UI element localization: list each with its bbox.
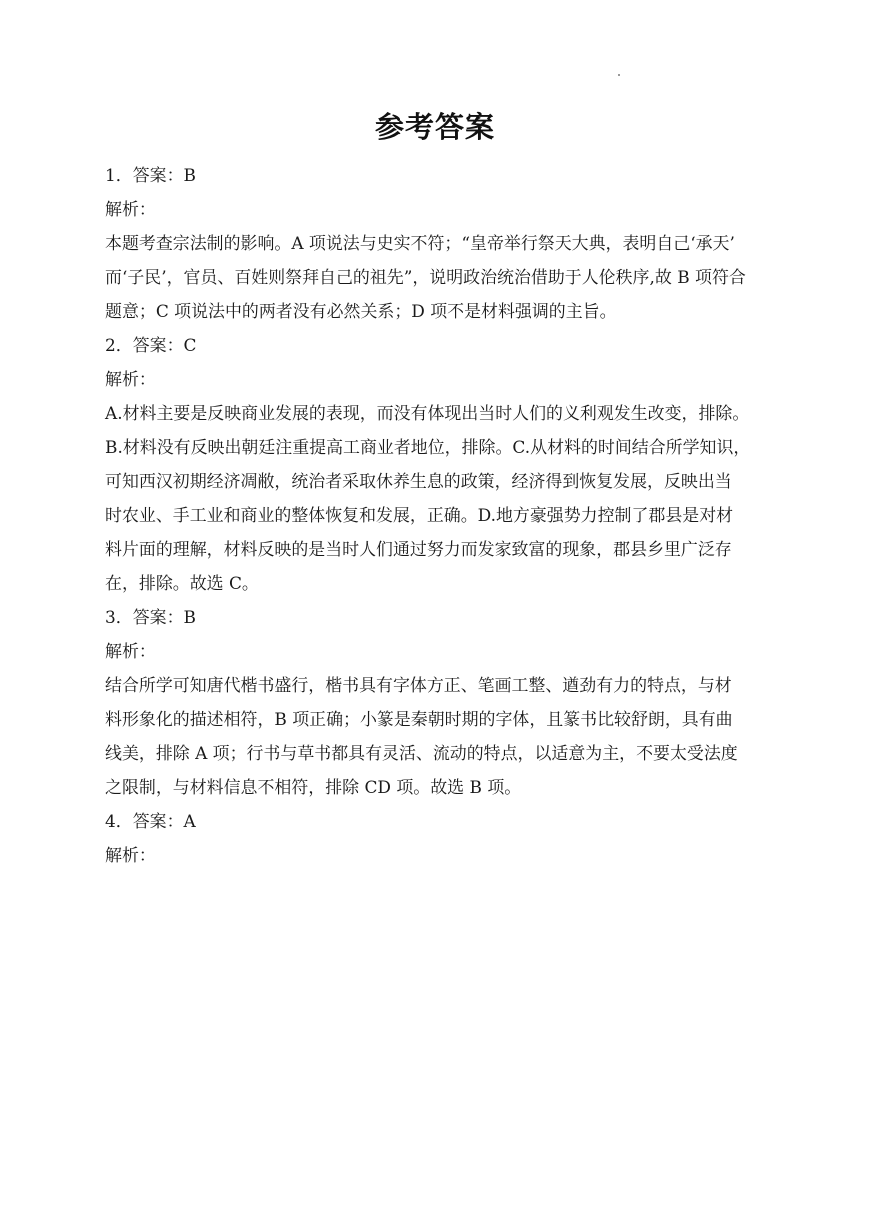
q2-analysis-line: B.材料没有反映出朝廷注重提高工商业者地位，排除。C.从材料的时间结合所学知识， [105, 437, 751, 457]
q1-analysis-line: 而‘子民’，官员、百姓则祭拜自己的祖先”，说明政治统治借助于人伦秩序,故 B 项符合 [105, 267, 746, 287]
answer-content [105, 158, 775, 872]
q1-analysis-line: 题意；C 项说法中的两者没有必然关系；D 项不是材料强调的主旨。 [105, 301, 617, 321]
q1-analysis-line: 本题考查宗法制的影响。A 项说法与史实不符；“皇帝举行祭天大典，表明自己‘承天’ [105, 233, 735, 253]
page-title: 参考答案 [374, 110, 495, 144]
q3-analysis-line: 线美，排除 A 项；行书与草书都具有灵活、流动的特点，以适意为主，不要太受法度 [105, 743, 738, 763]
q4-analysis-label: 解析： [105, 845, 156, 865]
q2-answer: 2．答案：C [105, 335, 197, 355]
q3-analysis-line: 之限制，与材料信息不相符，排除 CD 项。故选 B 项。 [105, 777, 522, 797]
q3-answer: 3．答案：B [105, 607, 196, 627]
q3-analysis-line: 料形象化的描述相符，B 项正确；小篆是秦朝时期的字体，且篆书比较舒朗，具有曲 [105, 709, 733, 729]
q2-analysis-line: A.材料主要是反映商业发展的表现，而没有体现出当时人们的义利观发生改变，排除。 [105, 403, 750, 423]
scan-speck [618, 74, 620, 76]
q4-answer: 4．答案：A [105, 811, 196, 831]
q1-answer: 1．答案：B [105, 165, 196, 185]
q3-analysis-label: 解析： [105, 641, 156, 661]
q2-analysis-line: 可知西汉初期经济凋敝，统治者采取休养生息的政策，经济得到恢复发展，反映出当 [105, 471, 732, 491]
q2-analysis-label: 解析： [105, 369, 156, 389]
q2-analysis-line: 在，排除。故选 C。 [105, 573, 259, 593]
q2-analysis-line: 时农业、手工业和商业的整体恢复和发展，正确。D.地方豪强势力控制了郡县是对材 [105, 505, 734, 525]
q3-analysis-line: 结合所学可知唐代楷书盛行，楷书具有字体方正、笔画工整、遒劲有力的特点，与材 [105, 675, 732, 695]
q2-analysis-line: 料片面的理解，材料反映的是当时人们通过努力而发家致富的现象，郡县乡里广泛存 [105, 539, 732, 559]
q1-analysis-label: 解析： [105, 199, 156, 219]
